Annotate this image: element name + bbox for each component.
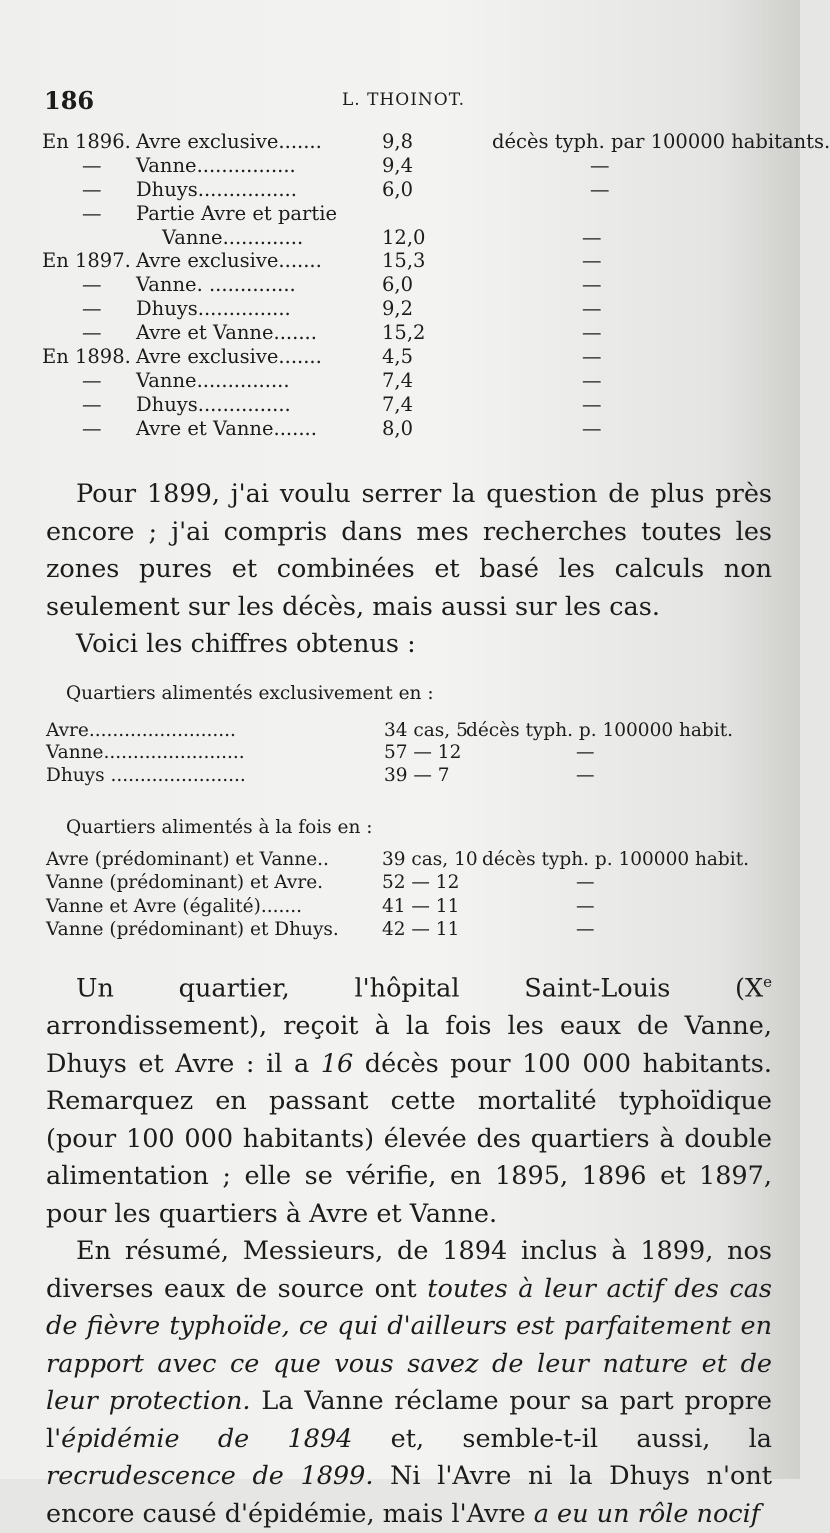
table-row: Vanne et Avre (égalité)....... 41 — 11 —	[46, 895, 595, 917]
exclusive-supply-table	[46, 720, 786, 787]
combined-supply-table	[46, 849, 786, 942]
paragraph: En résumé, Messieurs, de 1894 inclus à 1899, nos diverses eaux de source ont toutes à leur actif des cas de fièvre typhoïde, ce qui d'ailleurs est parfaitement en rapport avec ce que vous savez de leur nature et de leur protection. La Vanne réclame pour sa part propre l'épidémie de 1894 et, semble-t-il aussi, la recrudescence de 1899. Ni l'Avre ni la Dhuys n'ont encore causé d'épidémie, mais l'Avre a eu un rôle nocif	[46, 1236, 773, 1529]
body-text-intro	[46, 476, 772, 664]
page-number: 186	[44, 86, 95, 115]
running-head: L. THOINOT.	[342, 90, 465, 110]
table-row: Vanne........................ 57 — 12 —	[46, 742, 595, 764]
table-row: Vanne............. 12,0 —	[162, 225, 602, 249]
table-row: Dhuys ....................... 39 — 7 —	[46, 764, 595, 786]
table-row: — Vanne. .............. 6,0 —	[82, 273, 602, 297]
table-row: — Avre et Vanne....... 8,0 —	[82, 416, 602, 440]
table-caption: Quartiers alimentés à la fois en :	[66, 817, 373, 838]
paragraph: Voici les chiffres obtenus :	[76, 629, 416, 659]
table-row: — Dhuys................ 6,0 —	[82, 177, 610, 201]
table-caption: Quartiers alimentés exclusivement en :	[66, 683, 434, 704]
table-row: — Avre et Vanne....... 15,2 —	[82, 321, 602, 345]
table-row: — Dhuys............... 7,4 —	[82, 392, 602, 416]
table-row: — Partie Avre et partie	[82, 201, 337, 225]
table-row: Vanne (prédominant) et Dhuys. 42 — 11 —	[46, 918, 595, 940]
table-row: — Dhuys............... 9,2 —	[82, 297, 602, 321]
body-text-conclusion	[46, 964, 772, 1533]
paragraph: Pour 1899, j'ai voulu serrer la question de plus près encore ; j'ai compris dans mes recherches toutes les zones pures et combinées et basé les calculs non seulement sur les décès, mais aussi sur les cas.	[46, 479, 772, 622]
page-header	[44, 86, 764, 120]
table-row: Avre (prédominant) et Vanne.. 39 cas, 10 décès typh. p. 100000 habit.	[46, 849, 750, 870]
table-row: Vanne (prédominant) et Avre. 52 — 12 —	[46, 872, 595, 894]
table-row: — Vanne................ 9,4 —	[82, 153, 610, 177]
table-row: Avre......................... 34 cas, 5 décès typh. p. 100000 habit.	[46, 720, 734, 741]
mortality-table-1896-1898	[42, 130, 830, 441]
table-row: En 1898. Avre exclusive....... 4,5 —	[42, 345, 602, 369]
table-row: — Vanne............... 7,4 —	[82, 368, 602, 392]
table-row: En 1896. Avre exclusive....... 9,8 décès typh. par 100000 habitants.	[42, 130, 830, 153]
paragraph: Un quartier, l'hôpital Saint-Louis (Xe arrondissement), reçoit à la fois les eaux de Vanne, Dhuys et Avre : il a 16 décès pour 100 000 habitants. Remarquez en passant cette mortalité typhoïdique (pour 100 000 habitants) élevée des quartiers à double alimentation ; elle se vérifie, en 1895, 1896 et 1897, pour les quartiers à Avre et Vanne.	[46, 973, 772, 1229]
table-row: En 1897. Avre exclusive....... 15,3 —	[42, 249, 602, 273]
